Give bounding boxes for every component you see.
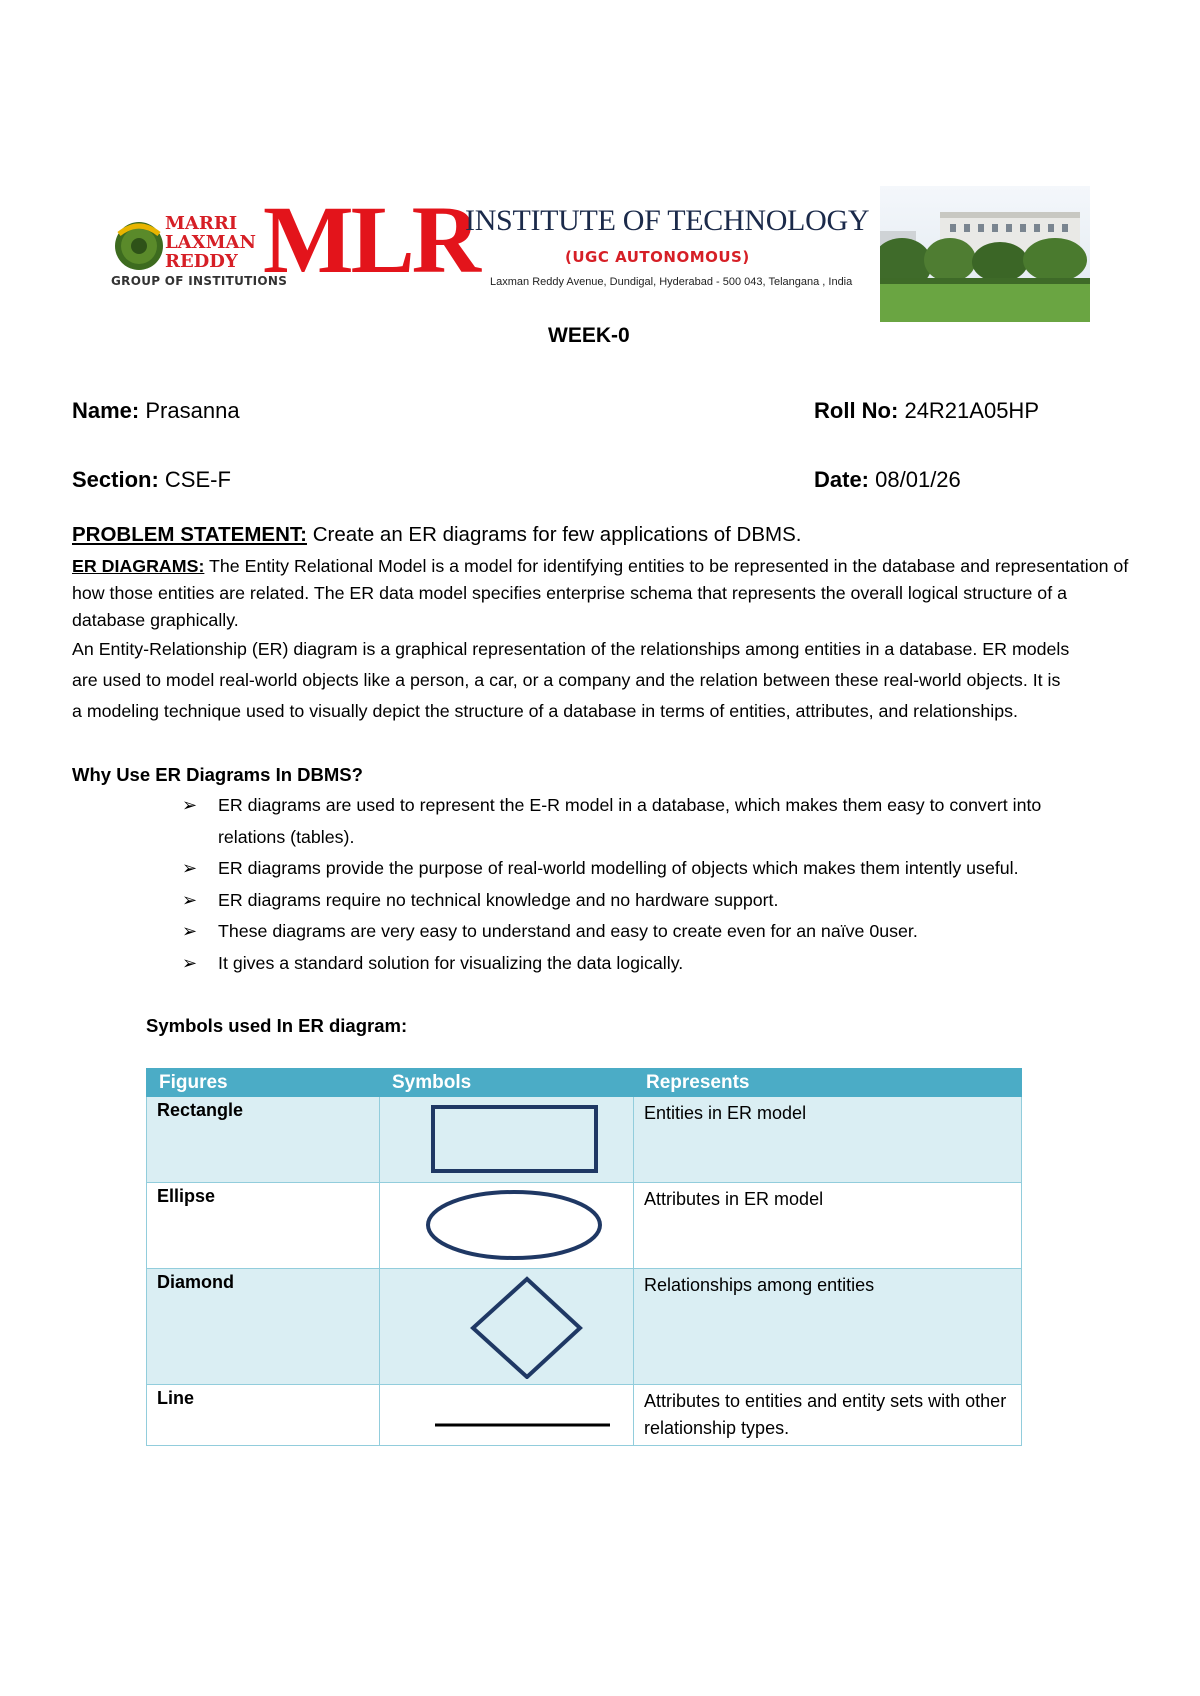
- section-label: Section:: [72, 467, 159, 492]
- roll-value: 24R21A05HP: [904, 398, 1039, 423]
- name-value: Prasanna: [145, 398, 240, 423]
- symbols-heading: Symbols used In ER diagram:: [146, 1015, 408, 1036]
- institute-name: INSTITUTE OF TECHNOLOGY: [465, 204, 870, 237]
- list-item-text: ER diagrams require no technical knowledge and no hardware support.: [218, 889, 779, 910]
- group-subtitle: GROUP OF INSTITUTIONS: [111, 274, 288, 288]
- list-item-text: ER diagrams are used to represent the E-R model in a database, which makes them easy to convert into relations (tables).: [218, 795, 1042, 847]
- table-row: [147, 1097, 1022, 1183]
- list-item: [182, 790, 1062, 853]
- symbols-table: [146, 1068, 1022, 1446]
- figure-cell: Ellipse: [147, 1183, 380, 1269]
- roll-label: Roll No:: [814, 398, 899, 423]
- ellipse-symbol-icon: [380, 1183, 633, 1263]
- header-symbols: Symbols: [380, 1069, 634, 1097]
- problem-label: PROBLEM STATEMENT:: [72, 523, 307, 546]
- represents-cell: Attributes to entities and entity sets with other relationship types.: [634, 1385, 1022, 1446]
- list-item-text: These diagrams are very easy to understand and easy to create even for an naïve 0user.: [218, 921, 918, 941]
- arrow-bullet-icon: ➢: [182, 921, 198, 941]
- arrow-bullet-icon: ➢: [182, 952, 198, 973]
- symbol-cell: [380, 1385, 634, 1446]
- er-diagrams-paragraph: [72, 553, 1132, 634]
- table-row: [147, 1183, 1022, 1269]
- section-field: [72, 469, 231, 491]
- section-value: CSE-F: [164, 467, 231, 492]
- date-label: Date:: [814, 467, 870, 492]
- arrow-bullet-icon: ➢: [182, 795, 198, 815]
- group-name-line2: LAXMAN: [165, 232, 256, 253]
- table-row: [147, 1385, 1022, 1446]
- symbol-cell: [380, 1183, 634, 1269]
- list-item: [182, 948, 1062, 980]
- figure-cell: Rectangle: [147, 1097, 380, 1183]
- date-value: 08/01/26: [875, 467, 961, 492]
- why-list: [182, 790, 1062, 979]
- institution-banner: [105, 186, 1085, 322]
- figure-cell: Line: [147, 1385, 380, 1446]
- campus-photo-icon: [880, 186, 1090, 322]
- group-name: [165, 214, 256, 271]
- represents-cell: Attributes in ER model: [634, 1183, 1022, 1269]
- represents-cell: Entities in ER model: [634, 1097, 1022, 1183]
- institution-emblem-icon: [109, 214, 169, 274]
- group-name-line3: REDDY: [165, 251, 238, 272]
- why-heading: Why Use ER Diagrams In DBMS?: [72, 764, 363, 785]
- list-item-text: It gives a standard solution for visualizing the data logically.: [218, 952, 684, 973]
- roll-field: [814, 400, 1039, 422]
- problem-text: Create an ER diagrams for few applications of DBMS.: [312, 523, 802, 546]
- date-field: [814, 469, 961, 491]
- arrow-bullet-icon: ➢: [182, 889, 198, 910]
- rectangle-symbol-icon: [380, 1097, 633, 1177]
- arrow-bullet-icon: ➢: [182, 858, 198, 878]
- list-item-text: ER diagrams provide the purpose of real-world modelling of objects which makes them intently useful.: [218, 858, 1019, 878]
- line-symbol-icon: [380, 1385, 633, 1439]
- intro-paragraph: An Entity-Relationship (ER) diagram is a graphical representation of the relationships among entities in a database. ER models are used to model real-world objects like a person, a car, or a company and the relation between these real-world objects. It is a modeling technique used to visually depict the structure of a database in terms of entities, attributes, and relationships.: [72, 639, 1070, 721]
- week-title: WEEK-0: [548, 324, 630, 347]
- symbol-cell: [380, 1269, 634, 1385]
- problem-statement: [72, 524, 801, 546]
- represents-cell: Relationships among entities: [634, 1269, 1022, 1385]
- header-represents: Represents: [634, 1069, 1022, 1097]
- table-row: [147, 1269, 1022, 1385]
- er-diagrams-label: ER DIAGRAMS:: [72, 556, 205, 576]
- institute-address: Laxman Reddy Avenue, Dundigal, Hyderabad - 500 043, Telangana , India: [490, 276, 853, 288]
- figure-cell: Diamond: [147, 1269, 380, 1385]
- list-item: [182, 916, 1062, 948]
- table-header-row: [147, 1069, 1022, 1097]
- symbol-cell: [380, 1097, 634, 1183]
- name-label: Name:: [72, 398, 140, 423]
- mlr-logo-text: MLR: [263, 186, 478, 293]
- name-field: [72, 400, 240, 422]
- diamond-symbol-icon: [380, 1269, 633, 1379]
- list-item: [182, 853, 1062, 885]
- header-figures: Figures: [147, 1069, 380, 1097]
- er-diagrams-text: The Entity Relational Model is a model for identifying entities to be represented in the database and representation of how those entities are related. The ER data model specifies enterprise schema that represents the overall logical structure of a database graphically.: [72, 556, 1129, 630]
- list-item: [182, 885, 1062, 917]
- autonomy-label: (UGC AUTONOMOUS): [565, 248, 750, 266]
- group-name-line1: MARRI: [165, 213, 238, 234]
